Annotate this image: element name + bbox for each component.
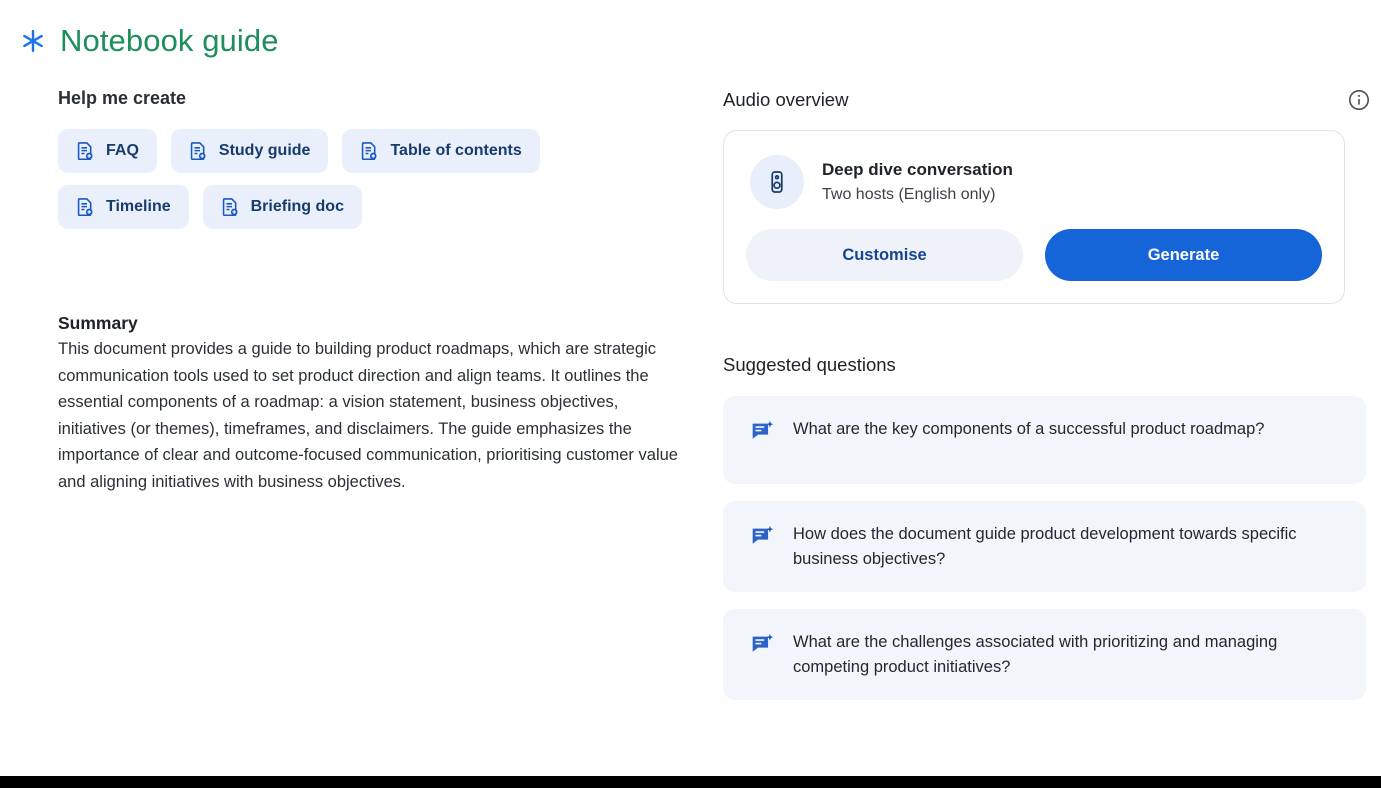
chat-spark-icon: [749, 631, 775, 657]
suggested-question-item[interactable]: [723, 396, 1366, 484]
chip-faq[interactable]: [58, 129, 157, 173]
audio-overview-header: [723, 88, 1381, 112]
audio-overview-card: [723, 130, 1345, 304]
info-icon[interactable]: [1347, 88, 1371, 112]
chip-label: Briefing doc: [250, 198, 344, 216]
audio-card-title: Deep dive conversation: [822, 160, 1013, 180]
chip-briefing-doc[interactable]: [203, 185, 362, 229]
suggested-question-text: How does the document guide product development towards specific business objectives?: [793, 525, 1297, 569]
audio-card-actions: [746, 229, 1322, 281]
bottom-bar: [0, 776, 1381, 788]
suggested-questions-list: [723, 396, 1381, 700]
left-column: [58, 88, 723, 700]
chip-label: Study guide: [218, 142, 311, 160]
document-add-icon: [74, 140, 96, 162]
document-add-icon: [358, 140, 380, 162]
help-me-create-title: Help me create: [58, 88, 187, 109]
suggested-question-item[interactable]: [723, 609, 1366, 700]
chip-table-of-contents[interactable]: [342, 129, 539, 173]
chip-label: Timeline: [106, 198, 171, 216]
suggested-questions-section: [723, 354, 1381, 700]
customise-button[interactable]: Customise: [746, 229, 1023, 281]
page-title: Notebook guide: [60, 23, 279, 58]
chip-timeline[interactable]: [58, 185, 189, 229]
header: [0, 0, 1381, 58]
document-add-icon: [187, 140, 209, 162]
suggested-questions-title: Suggested questions: [723, 354, 896, 376]
chip-label: Table of contents: [390, 142, 522, 160]
chat-spark-icon: [749, 523, 775, 549]
content-columns: [0, 58, 1381, 700]
audio-speaker-icon: [750, 155, 804, 209]
document-add-icon: [219, 196, 241, 218]
spark-icon: [18, 26, 48, 56]
audio-card-subtitle: Two hosts (English only): [822, 185, 996, 203]
audio-overview-info: [746, 151, 1322, 229]
suggested-question-item[interactable]: [723, 501, 1366, 592]
chat-spark-icon: [749, 418, 775, 444]
chip-study-guide[interactable]: [171, 129, 329, 173]
audio-overview-title: Audio overview: [723, 89, 849, 111]
right-edge-spacer: [1375, 0, 1381, 788]
suggested-question-text: What are the challenges associated with prioritizing and managing competing product initiatives?: [793, 633, 1278, 677]
document-add-icon: [74, 196, 96, 218]
summary-section: [58, 313, 683, 495]
suggested-question-text: What are the key components of a successful product roadmap?: [793, 420, 1265, 439]
right-column: [723, 88, 1381, 700]
summary-text: This document provides a guide to building product roadmaps, which are strategic communication tools used to set product direction and align teams. It outlines the essential components of a roadmap: a vision statement, business objectives, initiatives (or themes), timeframes, and disclaimers. The guide emphasizes the importance of clear and outcome-focused communication, prioritising customer value and aligning initiatives with business objectives.: [58, 340, 678, 491]
generate-button[interactable]: Generate: [1045, 229, 1322, 281]
chip-label: FAQ: [106, 142, 139, 160]
summary-title: Summary: [58, 313, 138, 334]
help-me-create-chips: [58, 129, 618, 229]
